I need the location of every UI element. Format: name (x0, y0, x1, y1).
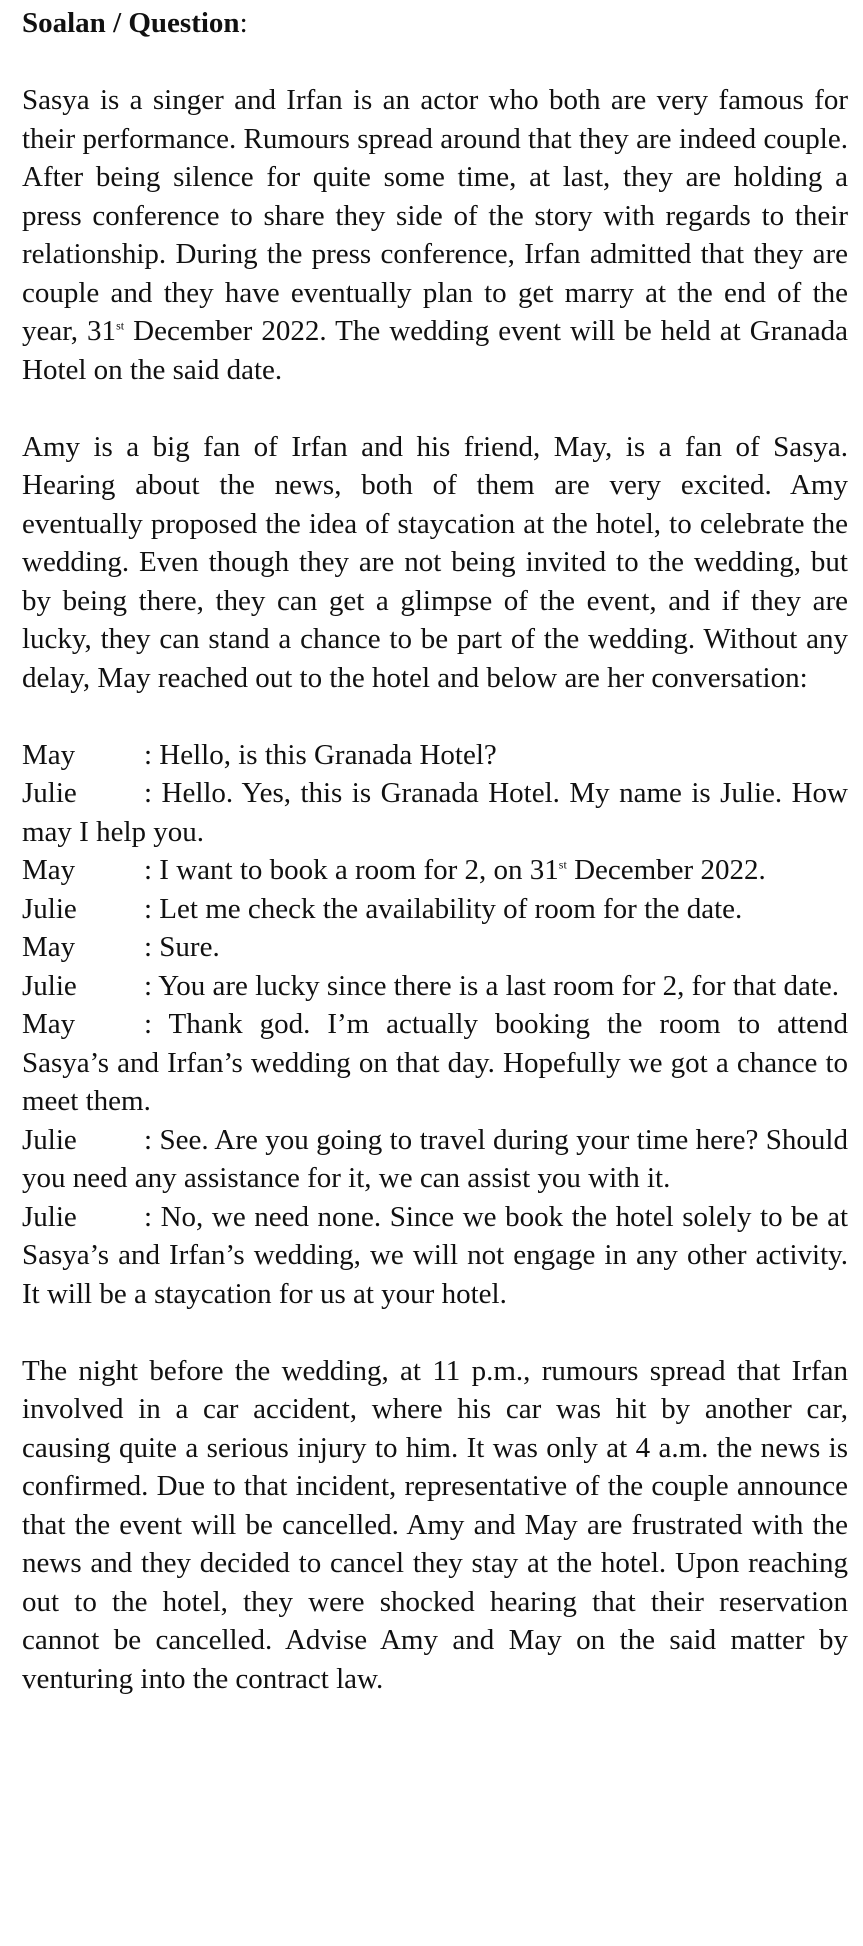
dialogue-text: : Hello, is this Granada Hotel? (144, 738, 497, 771)
dialogue-line (22, 1198, 848, 1314)
question-heading-colon: : (239, 7, 248, 39)
speaker-name: Julie (22, 1123, 77, 1156)
paragraph-incident (22, 1352, 848, 1699)
dialogue-text-end: December 2022. (566, 854, 766, 886)
dialogue-text: : No, we need none. Since we book the hotel solely to be at Sasya’s and Irfan’s wedding, we will not engage in any other activity. It will be a staycation for us at your hotel. (22, 1200, 848, 1310)
paragraph-incident-text: The night before the wedding, at 11 p.m., rumours spread that Irfan involved in a car accident, where his car was hit by another car, causing quite a serious injury to him. It was only at 4 a.m. the news is confirmed. Due to that incident, representative of the couple announce that the event will be cancelled. Amy and May are frustrated with the news and they decided to cancel they stay at the hotel. Upon reaching out to the hotel, they were shocked hearing that their reservation cannot be cancelled. Advise Amy and May on the said matter by venturing into the contract law. (22, 1354, 848, 1695)
paragraph-background-text-end: December 2022. The wedding event will be held at Granada Hotel on the said date. (22, 315, 848, 386)
dialogue-line (22, 967, 848, 1006)
dialogue-text: : Sure. (144, 931, 220, 963)
dialogue-text: : I want to book a room for 2, on 31 (144, 854, 559, 886)
dialogue-text: : Hello. Yes, this is Granada Hotel. My name is Julie. How may I help you. (22, 777, 848, 848)
dialogue-line (22, 928, 848, 967)
speaker-name: May (22, 931, 76, 963)
paragraph-fans-text: Amy is a big fan of Irfan and his friend, May, is a fan of Sasya. Hearing about the news, both of them are very excited. Amy eventually proposed the idea of staycation at the hotel, to celebrate the wedding. Even though they are not being invited to the wedding, but by being there, they can get a glimpse of the event, and if they are lucky, they can stand a chance to be part of the wedding. Without any delay, May reached out to the hotel and below are her conversation: (22, 430, 848, 694)
paragraph-fans (22, 428, 848, 698)
speaker-name: May (22, 1008, 76, 1040)
dialogue-line (22, 736, 848, 775)
dialogue-text: : See. Are you going to travel during your time here? Should you need any assistance for it, we can assist you with it. (22, 1123, 848, 1194)
conversation (22, 736, 848, 1314)
speaker-name: May (22, 738, 76, 771)
dialogue-text: : Thank god. I’m actually booking the room to attend Sasya’s and Irfan’s wedding on that day. Hopefully we got a chance to meet them. (22, 1008, 848, 1117)
paragraph-background-text: Sasya is a singer and Irfan is an actor who both are very famous for their performance. Rumours spread around that they are indeed couple. After being silence for quite some time, at last, they are holding a press conference to share they side of the story with regards to their relationship. During the press conference, Irfan admitted that they are couple and they have eventually plan to get marry at the end of the year, 31 (22, 84, 848, 347)
ordinal-suffix: st (116, 318, 125, 333)
dialogue-line (22, 1121, 848, 1198)
dialogue-text: : You are lucky since there is a last room for 2, for that date. (144, 969, 840, 1002)
dialogue-line (22, 890, 848, 929)
dialogue-text: : Let me check the availability of room for the date. (144, 892, 743, 925)
speaker-name: Julie (22, 777, 77, 809)
document-content (22, 4, 848, 1737)
dialogue-line (22, 851, 848, 890)
ordinal-suffix: st (558, 857, 567, 872)
speaker-name: Julie (22, 1200, 77, 1233)
paragraph-background (22, 81, 848, 389)
question-heading-bold: Soalan / Question (22, 7, 240, 39)
speaker-name: Julie (22, 892, 77, 925)
speaker-name: Julie (22, 969, 77, 1002)
question-heading (22, 4, 848, 43)
dialogue-line (22, 1005, 848, 1121)
speaker-name: May (22, 854, 76, 886)
dialogue-line (22, 774, 848, 851)
